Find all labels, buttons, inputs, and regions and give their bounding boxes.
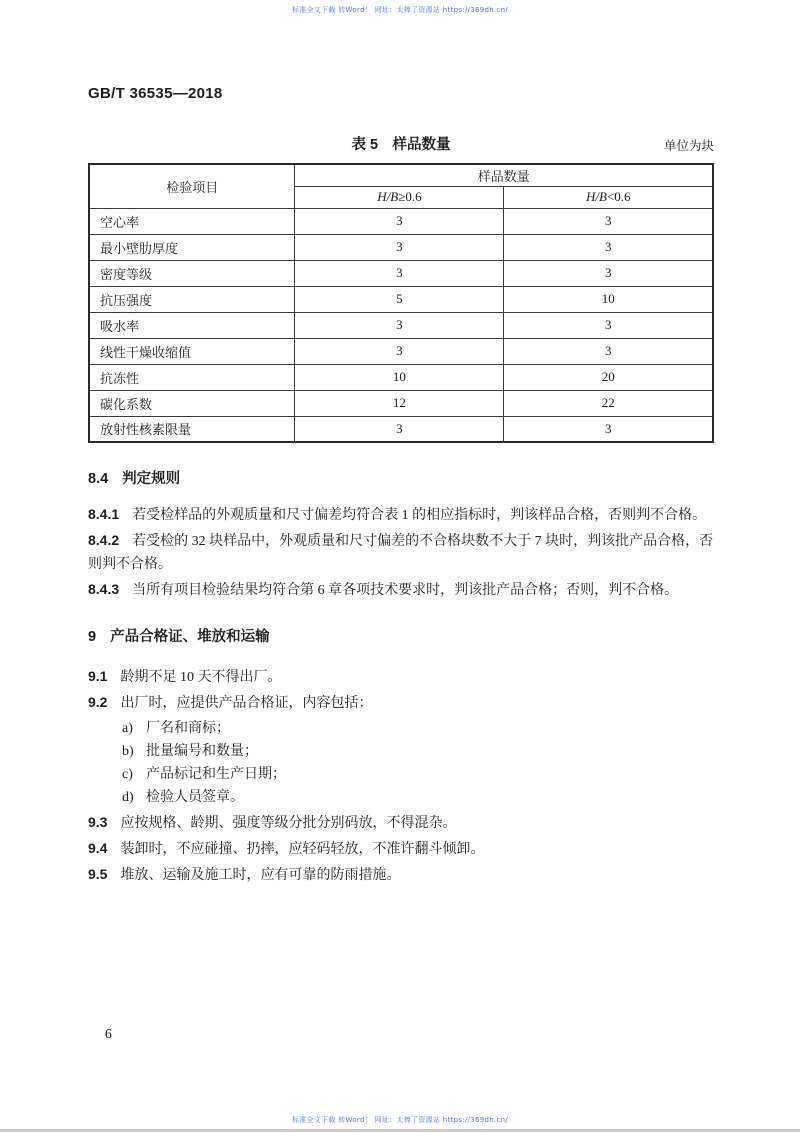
sample-quantity-table	[88, 163, 714, 443]
list-marker: d)	[122, 790, 134, 805]
page-number: 6	[105, 1026, 112, 1041]
table-row: 碳化系数 12 22	[89, 390, 713, 416]
list-item: c) 产品标记和生产日期；	[122, 763, 716, 786]
list-marker: c)	[122, 767, 133, 782]
column-header-sample-quantity: 样品数量	[295, 164, 713, 186]
column-header-inspection-item: 检验项目	[89, 164, 295, 208]
table-row: 空心率 3 3	[89, 208, 713, 234]
subheader-hb-ge: H/B≥0.6	[295, 186, 504, 208]
table-row: 抗冻性 10 20	[89, 364, 713, 390]
clause-9-4: 9.4 装卸时，不应碰撞、扔摔，应轻码轻放，不准许翻斗倾卸。	[88, 840, 485, 857]
table-title: 表 5 样品数量	[351, 137, 451, 153]
list-marker: a)	[122, 721, 133, 736]
list-item: a) 厂名和商标；	[122, 717, 716, 740]
clause-8-4-1: 8.4.1 若受检样品的外观质量和尺寸偏差均符合表 1 的相应指标时，判该样品合格，否则判不合格。	[88, 506, 707, 523]
table-row: 吸水率 3 3	[89, 312, 713, 338]
clause-heading-9: 9 产品合格证、堆放和运输	[88, 629, 270, 645]
list-marker: b)	[122, 744, 134, 759]
list-item: b) 批量编号和数量；	[122, 740, 716, 763]
watermark-top: 标准全文下载 转Word！ 网址：太棒了资源站 https://369dh.cn/	[291, 6, 509, 14]
clause-8-4-2: 8.4.2 若受检的 32 块样品中，外观质量和尺寸偏差的不合格块数不大于 7 块时，判该批产品合格，否则判不合格。	[88, 532, 714, 572]
table-header-row	[89, 164, 713, 186]
table-row: 放射性核素限量 3 3	[89, 416, 713, 442]
table-row: 最小壁肋厚度 3 3	[89, 234, 713, 260]
table-row: 抗压强度 5 10	[89, 286, 713, 312]
list-item: d) 检验人员签章。	[122, 786, 716, 809]
body-text	[88, 468, 716, 889]
watermark-bottom: 标准全文下载 转Word！ 网址：太棒了资源站 https://369dh.cn/	[291, 1116, 509, 1124]
clause-9-1: 9.1 龄期不足 10 天不得出厂。	[88, 668, 282, 685]
clause-9-2: 9.2 出厂时，应提供产品合格证，内容包括：	[88, 694, 373, 711]
clause-8-4-3: 8.4.3 当所有项目检验结果均符合第 6 章各项技术要求时，判该批产品合格；否则，判不合格。	[88, 581, 679, 598]
clause-9-5: 9.5 堆放、运输及施工时，应有可靠的防雨措施。	[88, 866, 401, 883]
table-row: 线性干燥收缩值 3 3	[89, 338, 713, 364]
table-caption	[88, 133, 714, 154]
table-unit-label: 单位为块	[663, 139, 714, 153]
doc-number: GB/T 36535—2018	[88, 85, 223, 102]
clause-heading-8-4: 8.4 判定规则	[88, 471, 181, 487]
table-row: 密度等级 3 3	[89, 260, 713, 286]
clause-9-2-list	[88, 717, 716, 809]
clause-9-3: 9.3 应按规格、龄期、强度等级分批分别码放，不得混杂。	[88, 814, 457, 831]
subheader-hb-lt: H/B<0.6	[504, 186, 713, 208]
